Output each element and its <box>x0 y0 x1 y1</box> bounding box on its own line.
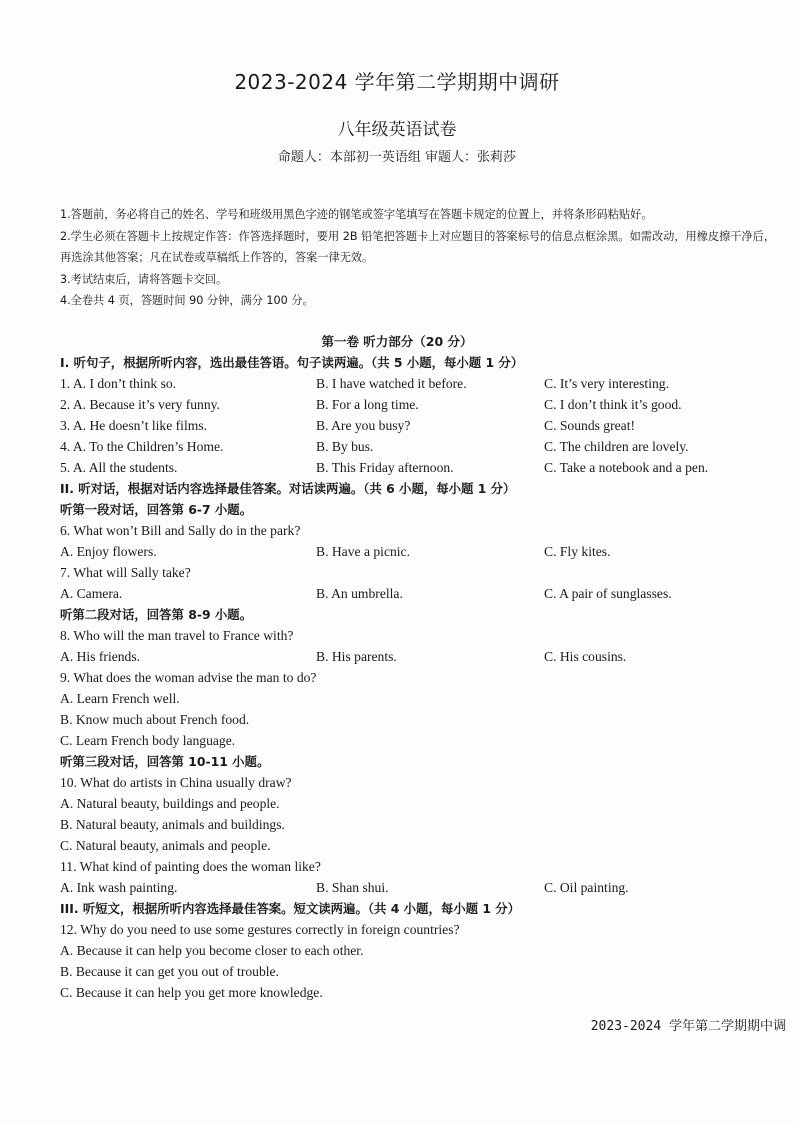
question-stem: 12. Why do you need to use some gestures correctly in foreign countries? <box>60 922 460 937</box>
dialogue-heading: 听第二段对话，回答第 8-9 小题。 <box>60 607 253 622</box>
option-b: B. Natural beauty, animals and buildings. <box>60 817 285 832</box>
dialogue-heading: 听第三段对话，回答第 10-11 小题。 <box>60 754 270 769</box>
dialogue-heading: 听第一段对话，回答第 6-7 小题。 <box>60 502 253 517</box>
option-c: C. Take a notebook and a pen. <box>544 460 709 475</box>
option-b: B. Are you busy? <box>316 418 411 433</box>
option-a: A. Learn French well. <box>60 691 180 706</box>
option-a: 5. A. All the students. <box>60 460 178 475</box>
option-b: B. For a long time. <box>316 397 419 412</box>
section-heading: III. 听短文，根据所听内容选择最佳答案。短文读两遍。（共 4 小题，每小题 1 分） <box>60 901 521 916</box>
question-stem: 9. What does the woman advise the man to do? <box>60 670 317 685</box>
instructions <box>60 204 780 312</box>
section-heading: I. 听句子，根据所听内容，选出最佳答语。句子读两遍。（共 5 小题，每小题 1 分） <box>60 355 524 370</box>
instruction-item: 3.考试结束后，请将答题卡交回。 <box>60 272 228 286</box>
instruction-item: 4.全卷共 4 页，答题时间 90 分钟，满分 100 分。 <box>60 294 314 307</box>
instruction-item: 1.答题前，务必将自己的姓名、学号和班级用黑色字迹的钢笔或签字笔填写在答题卡规定的位置上，并将条形码粘贴好。 <box>60 208 653 221</box>
page-footer: 2023-2024 学年第二学期期中调 <box>590 1019 786 1034</box>
option-a: A. Camera. <box>60 586 123 601</box>
option-b: B. I have watched it before. <box>316 376 467 391</box>
option-b: B. Because it can get you out of trouble. <box>60 964 279 979</box>
option-c: C. Because it can help you get more knowledge. <box>60 985 323 1000</box>
option-c: C. Natural beauty, animals and people. <box>60 838 271 853</box>
question-stem: 8. Who will the man travel to France with? <box>60 628 294 643</box>
option-c: C. Sounds great! <box>544 418 635 433</box>
question-row <box>60 394 780 415</box>
question-row <box>60 646 780 667</box>
question-row <box>60 415 780 436</box>
option-c: C. A pair of sunglasses. <box>544 586 672 601</box>
question-row <box>60 877 780 898</box>
option-a: 3. A. He doesn’t like films. <box>60 418 208 433</box>
question-row <box>60 436 780 457</box>
exam-title: 2023-2024 学年第二学期期中调研 <box>234 70 560 94</box>
exam-setters: 命题人：本部初一英语组 审题人：张莉莎 <box>277 150 517 165</box>
option-c: C. I don’t think it’s good. <box>544 397 682 412</box>
question-row <box>60 541 780 562</box>
option-a: A. Enjoy flowers. <box>60 544 157 559</box>
question-row <box>60 457 780 478</box>
part-title: 第一卷 听力部分（20 分） <box>321 334 473 349</box>
option-a: A. His friends. <box>60 649 141 664</box>
option-a: A. Because it can help you become closer to each other. <box>60 943 364 958</box>
option-b: B. Know much about French food. <box>60 712 250 727</box>
option-a: A. Ink wash painting. <box>60 880 178 895</box>
option-c: C. Learn French body language. <box>60 733 236 748</box>
option-c: C. The children are lovely. <box>544 439 689 454</box>
option-b: B. By bus. <box>316 439 374 454</box>
option-c: C. It’s very interesting. <box>544 376 669 391</box>
option-a: 2. A. Because it’s very funny. <box>60 397 220 412</box>
exam-subtitle: 八年级英语试卷 <box>337 120 457 140</box>
option-b: B. Have a picnic. <box>316 544 410 559</box>
listening-section <box>60 352 780 1003</box>
question-stem: 11. What kind of painting does the woman like? <box>60 859 321 874</box>
option-b: B. Shan shui. <box>316 880 389 895</box>
instruction-item: 2.学生必须在答题卡上按规定作答：作答选择题时，要用 2B 铅笔把答题卡上对应题目的答案标号的信息点框涂黑。如需改动，用橡皮擦干净后，再选涂其他答案；凡在试卷或草稿纸上作答的，答案一律无效。 <box>60 229 776 264</box>
option-a: 4. A. To the Children’s Home. <box>60 439 224 454</box>
option-a: A. Natural beauty, buildings and people. <box>60 796 280 811</box>
option-c: C. Oil painting. <box>544 880 629 895</box>
question-stem: 10. What do artists in China usually draw? <box>60 775 292 790</box>
question-stem: 7. What will Sally take? <box>60 565 191 580</box>
section-heading: II. 听对话，根据对话内容选择最佳答案。对话读两遍。（共 6 小题，每小题 1 分） <box>60 481 516 496</box>
question-stem: 6. What won’t Bill and Sally do in the park? <box>60 523 301 538</box>
question-row <box>60 373 780 394</box>
option-c: C. Fly kites. <box>544 544 611 559</box>
option-c: C. His cousins. <box>544 649 627 664</box>
option-b: B. His parents. <box>316 649 397 664</box>
question-row <box>60 583 780 604</box>
option-b: B. An umbrella. <box>316 586 403 601</box>
option-a: 1. A. I don’t think so. <box>60 376 177 391</box>
option-b: B. This Friday afternoon. <box>316 460 454 475</box>
